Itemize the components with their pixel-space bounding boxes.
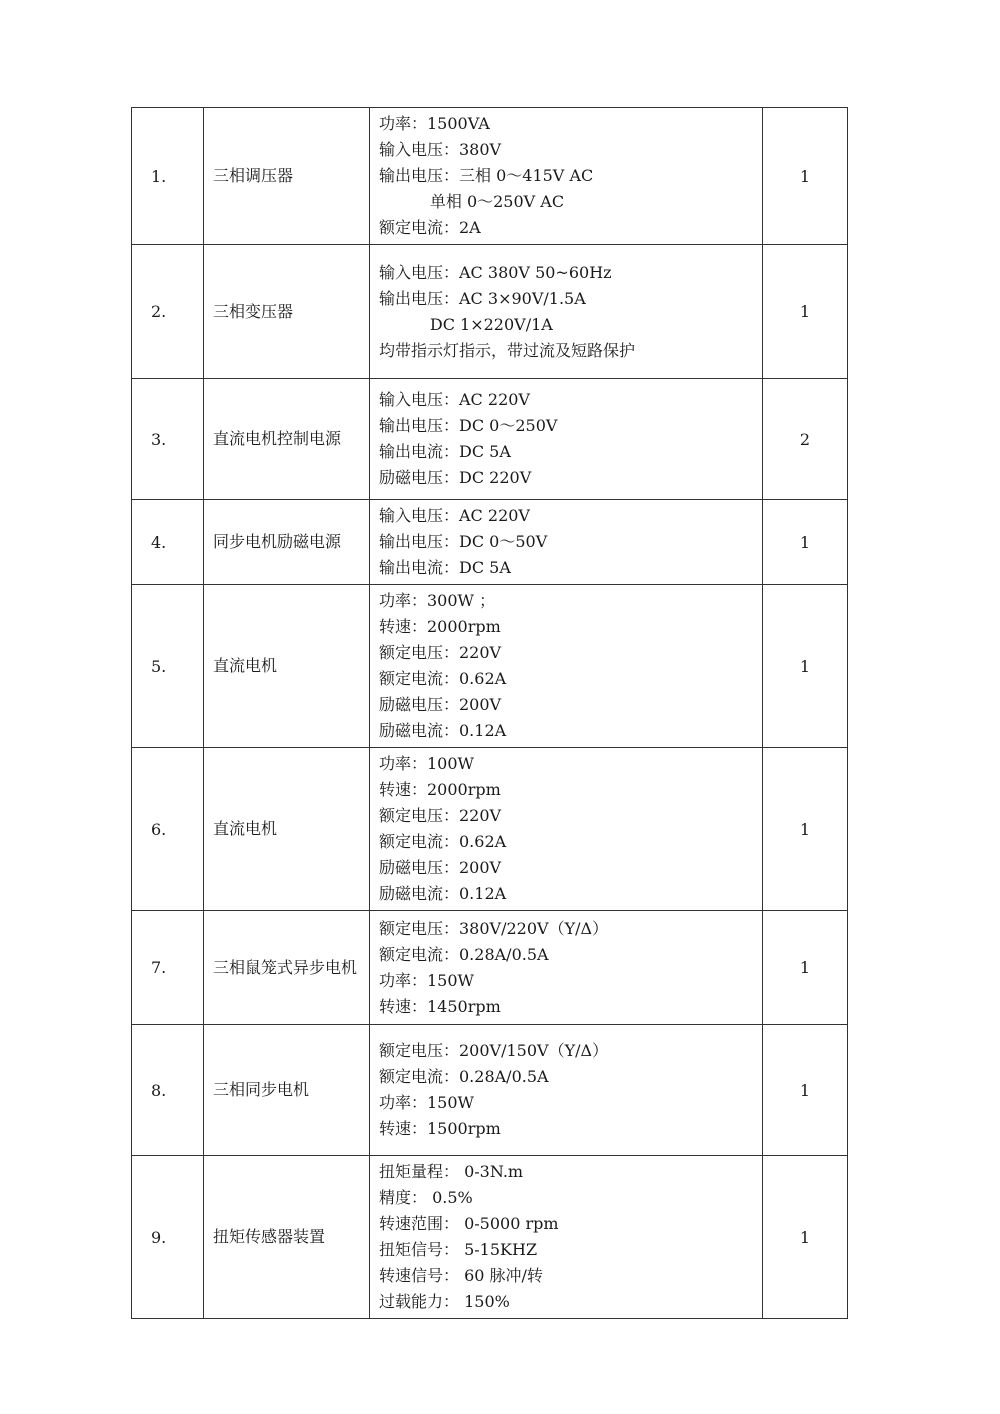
- spec-line: 功率：1500VA: [379, 114, 490, 133]
- row-number: 4.: [132, 500, 204, 585]
- table-row: [132, 1025, 848, 1156]
- spec-line: 额定电流：0.62A: [379, 832, 507, 851]
- table-row: [132, 245, 848, 379]
- spec-line: 励磁电流：0.12A: [379, 884, 507, 903]
- spec-line: 额定电压：380V/220V（Y/Δ）: [379, 918, 609, 938]
- spec-line: 输出电压：DC 0～50V: [379, 532, 548, 551]
- equipment-name: 三相鼠笼式异步电机: [204, 911, 370, 1025]
- spec-line: 励磁电压：200V: [379, 858, 502, 877]
- spec-line: 扭矩量程： 0-3N.m: [379, 1162, 524, 1181]
- row-number: 8.: [132, 1025, 204, 1156]
- table-row: [132, 1156, 848, 1319]
- spec-line: 输入电压：380V: [379, 140, 502, 159]
- row-number: 7.: [132, 911, 204, 1025]
- table-row: [132, 500, 848, 585]
- equipment-name: 扭矩传感器装置: [204, 1156, 370, 1319]
- row-number: 5.: [132, 585, 204, 748]
- equipment-specs: [370, 1156, 763, 1319]
- spec-line: 转速：2000rpm: [379, 780, 501, 799]
- equipment-specs: [370, 108, 763, 245]
- quantity: 1: [763, 245, 848, 379]
- table-row: [132, 748, 848, 911]
- equipment-name: 三相同步电机: [204, 1025, 370, 1156]
- quantity: 1: [763, 1025, 848, 1156]
- equipment-name: 三相变压器: [204, 245, 370, 379]
- spec-line: 额定电流：2A: [379, 218, 481, 237]
- equipment-name: 三相调压器: [204, 108, 370, 245]
- spec-line: 额定电流：0.28A/0.5A: [379, 1067, 549, 1086]
- quantity: 1: [763, 1156, 848, 1319]
- spec-line: 输入电压：AC 380V 50~60Hz: [379, 262, 612, 282]
- spec-line: 精度： 0.5%: [379, 1188, 473, 1207]
- spec-line: 励磁电压：200V: [379, 695, 502, 714]
- quantity: 1: [763, 911, 848, 1025]
- spec-line: DC 1×220V/1A: [379, 314, 553, 334]
- spec-line: 额定电流：0.62A: [379, 669, 507, 688]
- spec-line: 转速：2000rpm: [379, 617, 501, 636]
- table-row: [132, 379, 848, 500]
- spec-line: 额定电压：220V: [379, 643, 502, 662]
- equipment-name: 同步电机励磁电源: [204, 500, 370, 585]
- equipment-specs: [370, 911, 763, 1025]
- row-number: 6.: [132, 748, 204, 911]
- spec-line: 额定电压：200V/150V（Y/Δ）: [379, 1041, 609, 1060]
- spec-line: 转速：1500rpm: [379, 1119, 501, 1138]
- quantity: 1: [763, 500, 848, 585]
- table-row: [132, 911, 848, 1025]
- equipment-specs: [370, 748, 763, 911]
- equipment-spec-table: [131, 107, 848, 1319]
- spec-line: 均带指示灯指示，带过流及短路保护: [379, 340, 636, 360]
- spec-line: 功率：100W: [379, 754, 474, 773]
- equipment-name: 直流电机: [204, 748, 370, 911]
- spec-line: 励磁电流：0.12A: [379, 721, 507, 740]
- spec-line: 输入电压：AC 220V: [379, 390, 530, 409]
- quantity: 1: [763, 748, 848, 911]
- quantity: 2: [763, 379, 848, 500]
- table-row: [132, 108, 848, 245]
- spec-line: 转速信号： 60 脉冲/转: [379, 1266, 543, 1285]
- table-row: [132, 585, 848, 748]
- equipment-specs: [370, 245, 763, 379]
- row-number: 9.: [132, 1156, 204, 1319]
- table-body: [132, 108, 848, 1319]
- spec-line: 扭矩信号： 5-15KHZ: [379, 1240, 538, 1259]
- spec-line: 输出电压：AC 3×90V/1.5A: [379, 288, 586, 308]
- equipment-specs: [370, 585, 763, 748]
- spec-line: 励磁电压：DC 220V: [379, 468, 532, 487]
- quantity: 1: [763, 585, 848, 748]
- spec-line: 额定电流：0.28A/0.5A: [379, 944, 549, 964]
- spec-line: 过载能力： 150%: [379, 1292, 510, 1311]
- spec-line: 转速：1450rpm: [379, 996, 501, 1016]
- spec-line: 额定电压：220V: [379, 806, 502, 825]
- spec-line: 输入电压：AC 220V: [379, 506, 530, 525]
- spec-line: 输出电流：DC 5A: [379, 442, 511, 461]
- spec-line: 输出电流：DC 5A: [379, 558, 511, 577]
- equipment-specs: [370, 379, 763, 500]
- spec-line: 输出电压：DC 0～250V: [379, 416, 558, 435]
- spec-line: 输出电压：三相 0～415V AC: [379, 166, 594, 185]
- spec-line: 功率：150W: [379, 970, 474, 990]
- quantity: 1: [763, 108, 848, 245]
- spec-line: 转速范围： 0-5000 rpm: [379, 1214, 559, 1233]
- equipment-name: 直流电机控制电源: [204, 379, 370, 500]
- spec-line: 功率：150W: [379, 1093, 474, 1112]
- equipment-specs: [370, 1025, 763, 1156]
- row-number: 3.: [132, 379, 204, 500]
- row-number: 2.: [132, 245, 204, 379]
- equipment-name: 直流电机: [204, 585, 370, 748]
- spec-line: 功率：300W ；: [379, 591, 496, 610]
- equipment-specs: [370, 500, 763, 585]
- spec-line: 单相 0～250V AC: [379, 192, 565, 211]
- row-number: 1.: [132, 108, 204, 245]
